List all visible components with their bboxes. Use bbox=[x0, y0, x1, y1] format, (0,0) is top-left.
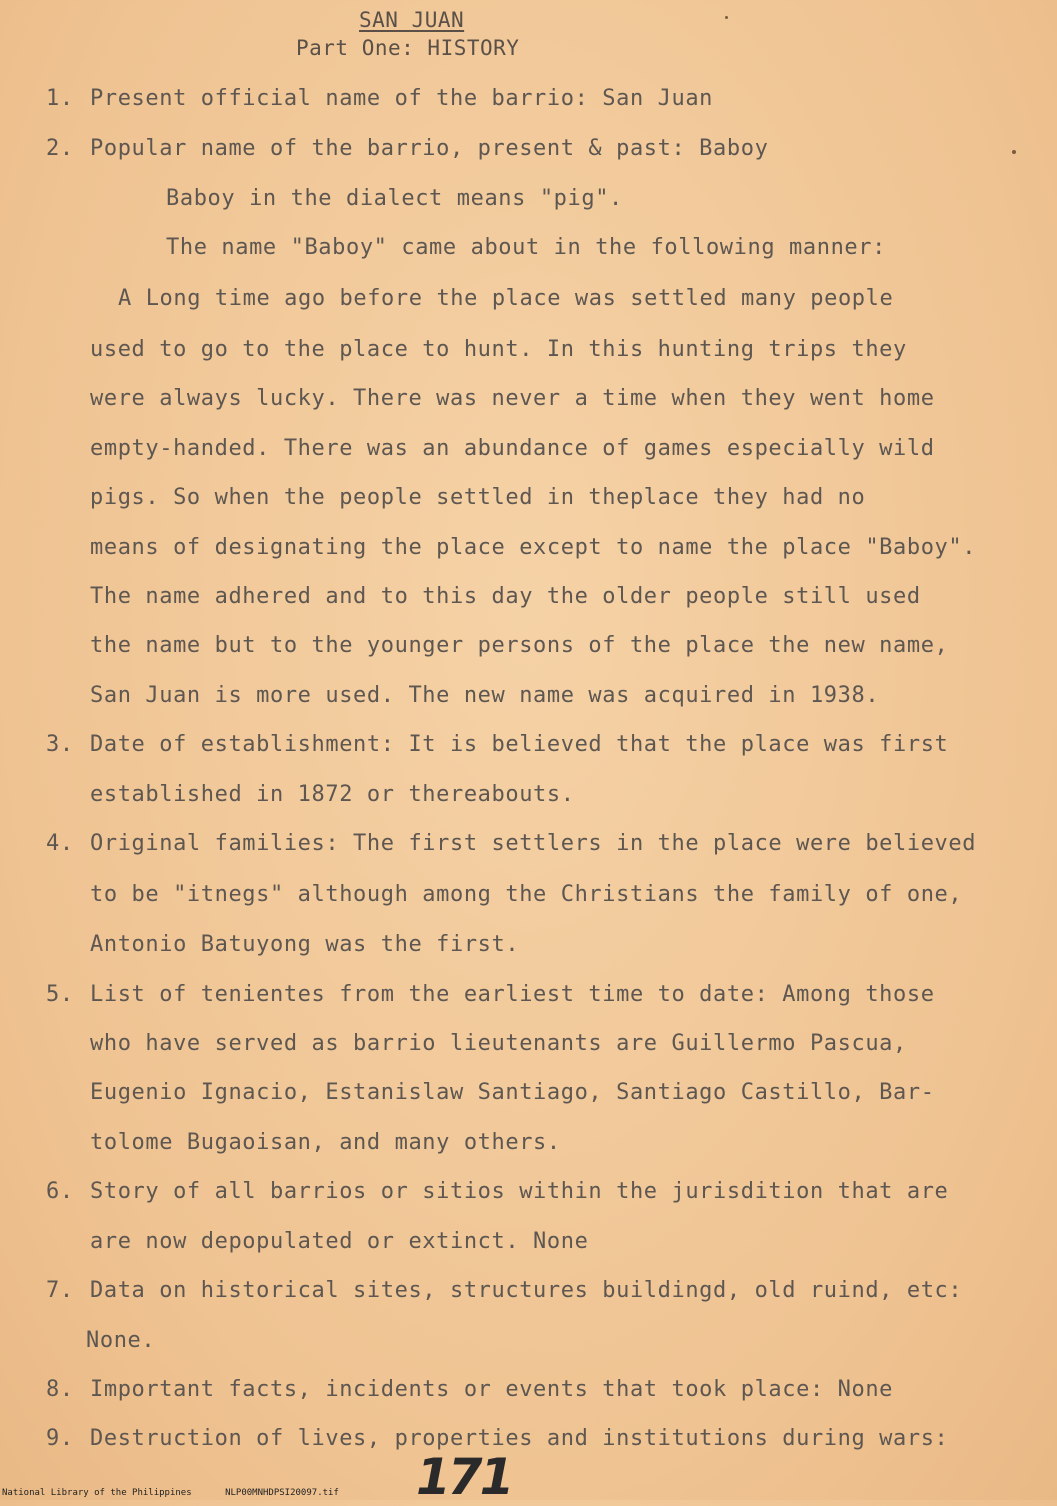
text-line bbox=[90, 1229, 588, 1254]
text-line bbox=[166, 186, 623, 211]
item-number: 9. bbox=[46, 1426, 74, 1451]
text-line bbox=[46, 86, 713, 111]
line-text: Destruction of lives, properties and institutions during wars: bbox=[90, 1426, 949, 1451]
file-id: NLP00MNHDPSI20097.tif bbox=[225, 1488, 339, 1498]
text-line bbox=[166, 235, 886, 260]
text-line bbox=[118, 286, 893, 311]
text-line bbox=[90, 1080, 935, 1105]
text-line bbox=[90, 882, 962, 907]
text-line bbox=[90, 337, 907, 362]
line-text: were always lucky. There was never a time when they went home bbox=[90, 386, 935, 411]
line-text: the name but to the younger persons of the place the new name, bbox=[90, 633, 949, 658]
text-line bbox=[90, 386, 935, 411]
item-number: 2. bbox=[46, 136, 74, 161]
line-text: to be "itnegs" although among the Christians the family of one, bbox=[90, 882, 963, 907]
line-text: Data on historical sites, structures buildingd, old ruind, etc: bbox=[90, 1278, 963, 1303]
line-text: Baboy in the dialect means "pig". bbox=[166, 186, 623, 211]
item-number: 1. bbox=[46, 86, 74, 111]
line-text: Present official name of the barrio: San Juan bbox=[90, 86, 714, 111]
line-text: means of designating the place except to name the place "Baboy". bbox=[90, 535, 977, 560]
line-text: The name adhered and to this day the older people still used bbox=[90, 584, 921, 609]
line-text: tolome Bugaoisan, and many others. bbox=[90, 1130, 561, 1155]
text-line bbox=[90, 535, 976, 560]
text-line bbox=[46, 1377, 893, 1402]
text-line bbox=[90, 633, 948, 658]
line-text: who have served as barrio lieutenants are Guillermo Pascua, bbox=[90, 1031, 907, 1056]
text-line bbox=[90, 782, 575, 807]
text-line bbox=[90, 436, 935, 461]
line-text: Antonio Batuyong was the first. bbox=[90, 932, 520, 957]
text-line bbox=[90, 485, 865, 510]
item-number: 3. bbox=[46, 732, 74, 757]
text-line bbox=[46, 1179, 948, 1204]
text-line bbox=[90, 683, 879, 708]
line-text: empty-handed. There was an abundance of games especially wild bbox=[90, 436, 935, 461]
item-number: 5. bbox=[46, 982, 74, 1007]
text-line bbox=[46, 831, 976, 856]
item-number: 6. bbox=[46, 1179, 74, 1204]
text-line bbox=[90, 1031, 907, 1056]
item-number: 4. bbox=[46, 831, 74, 856]
paper-speck bbox=[725, 16, 728, 19]
handwritten-page-number: 171 bbox=[416, 1448, 512, 1506]
paper-speck bbox=[1012, 150, 1016, 154]
line-text: are now depopulated or extinct. None bbox=[90, 1229, 589, 1254]
line-text: Eugenio Ignacio, Estanislaw Santiago, Santiago Castillo, Bar- bbox=[90, 1080, 935, 1105]
line-text: used to go to the place to hunt. In this hunting trips they bbox=[90, 337, 907, 362]
line-text: Date of establishment: It is believed that the place was first bbox=[90, 732, 949, 757]
line-text: pigs. So when the people settled in theplace they had no bbox=[90, 485, 866, 510]
text-line bbox=[90, 932, 519, 957]
line-text: Important facts, incidents or events that took place: None bbox=[90, 1377, 894, 1402]
text-line bbox=[90, 584, 921, 609]
text-line bbox=[86, 1328, 155, 1353]
line-text: San Juan is more used. The new name was acquired in 1938. bbox=[90, 683, 880, 708]
line-text: List of tenientes from the earliest time to date: Among those bbox=[90, 982, 935, 1007]
text-line bbox=[46, 732, 948, 757]
text-line bbox=[90, 1130, 561, 1155]
text-line bbox=[46, 982, 935, 1007]
line-text: established in 1872 or thereabouts. bbox=[90, 782, 575, 807]
line-text: Story of all barrios or sitios within the jurisdition that are bbox=[90, 1179, 949, 1204]
item-number: 7. bbox=[46, 1278, 74, 1303]
text-line bbox=[46, 1278, 962, 1303]
page-subtitle: Part One: HISTORY bbox=[296, 36, 520, 60]
line-text: The name "Baboy" came about in the following manner: bbox=[166, 235, 886, 260]
line-text: Original families: The first settlers in the place were believed bbox=[90, 831, 977, 856]
line-text: A Long time ago before the place was settled many people bbox=[118, 286, 894, 311]
line-text: Popular name of the barrio, present & past: Baboy bbox=[90, 136, 769, 161]
archive-footer bbox=[2, 1488, 367, 1498]
text-line bbox=[46, 136, 768, 161]
line-text: None. bbox=[86, 1328, 156, 1353]
page-title: SAN JUAN bbox=[359, 8, 465, 32]
library-name: National Library of the Philippines bbox=[2, 1488, 192, 1498]
item-number: 8. bbox=[46, 1377, 74, 1402]
